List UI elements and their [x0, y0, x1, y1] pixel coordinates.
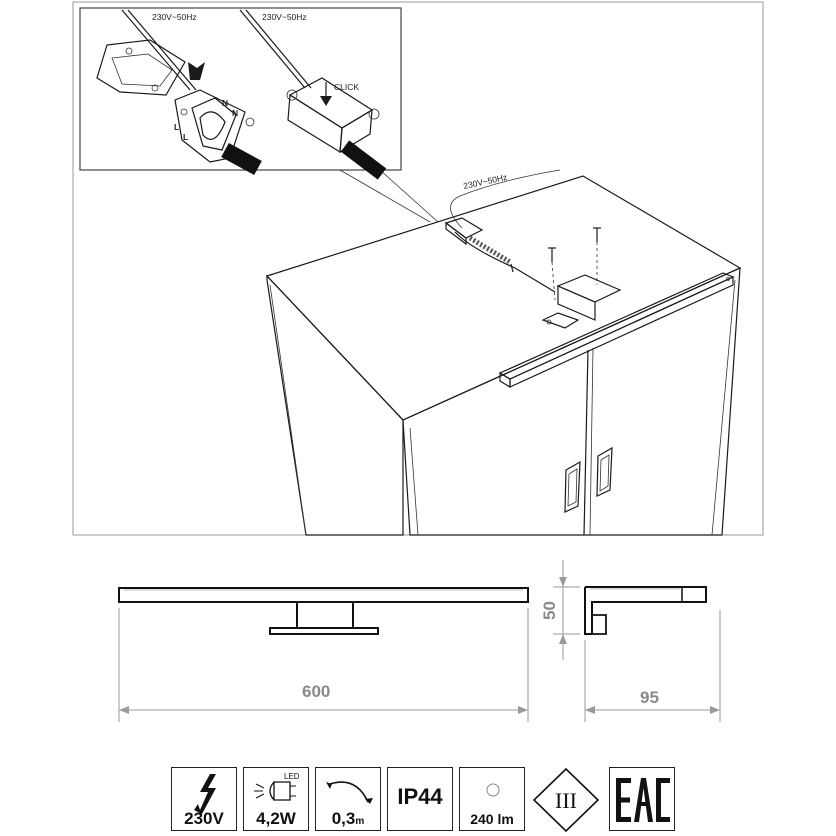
cable-voltage: 230V~50Hz: [462, 171, 509, 191]
width-dimension: 600: [302, 682, 331, 701]
click-label: CLICK: [334, 82, 360, 92]
depth-dimension: 95: [640, 688, 659, 707]
terminal-l-lower: L: [183, 132, 189, 142]
ip-spec: [387, 767, 453, 831]
eac-spec: [609, 767, 675, 831]
protection-class-spec: [531, 767, 601, 833]
lumen-label: 240 lm: [470, 811, 514, 827]
led-tag: LED: [284, 772, 300, 781]
voltage-label: 230V: [184, 809, 224, 828]
cable-unit: m: [355, 816, 365, 827]
voltage-spec: [171, 767, 237, 831]
front-view-drawing: [119, 588, 528, 634]
protection-class-icon: [531, 767, 601, 833]
cable-spec: [315, 767, 381, 831]
lumen-spec: [459, 767, 525, 831]
power-label: 4,2W: [256, 809, 296, 828]
height-dimension: 50: [540, 601, 559, 620]
power-spec: [243, 767, 309, 831]
inset-voltage-left: 230V~50Hz: [152, 12, 197, 22]
side-view-drawing: [585, 587, 706, 634]
terminal-l-upper: L: [174, 122, 180, 132]
terminal-n-upper: N: [222, 98, 229, 108]
inset-voltage-right: 230V~50Hz: [262, 12, 307, 22]
terminal-n-lower: N: [232, 108, 239, 118]
cable-length-label: 0,3m: [331, 809, 365, 828]
ip-rating-label: IP44: [397, 784, 443, 809]
protection-class-label: III: [555, 788, 577, 813]
eac-mark-icon: [610, 768, 676, 832]
